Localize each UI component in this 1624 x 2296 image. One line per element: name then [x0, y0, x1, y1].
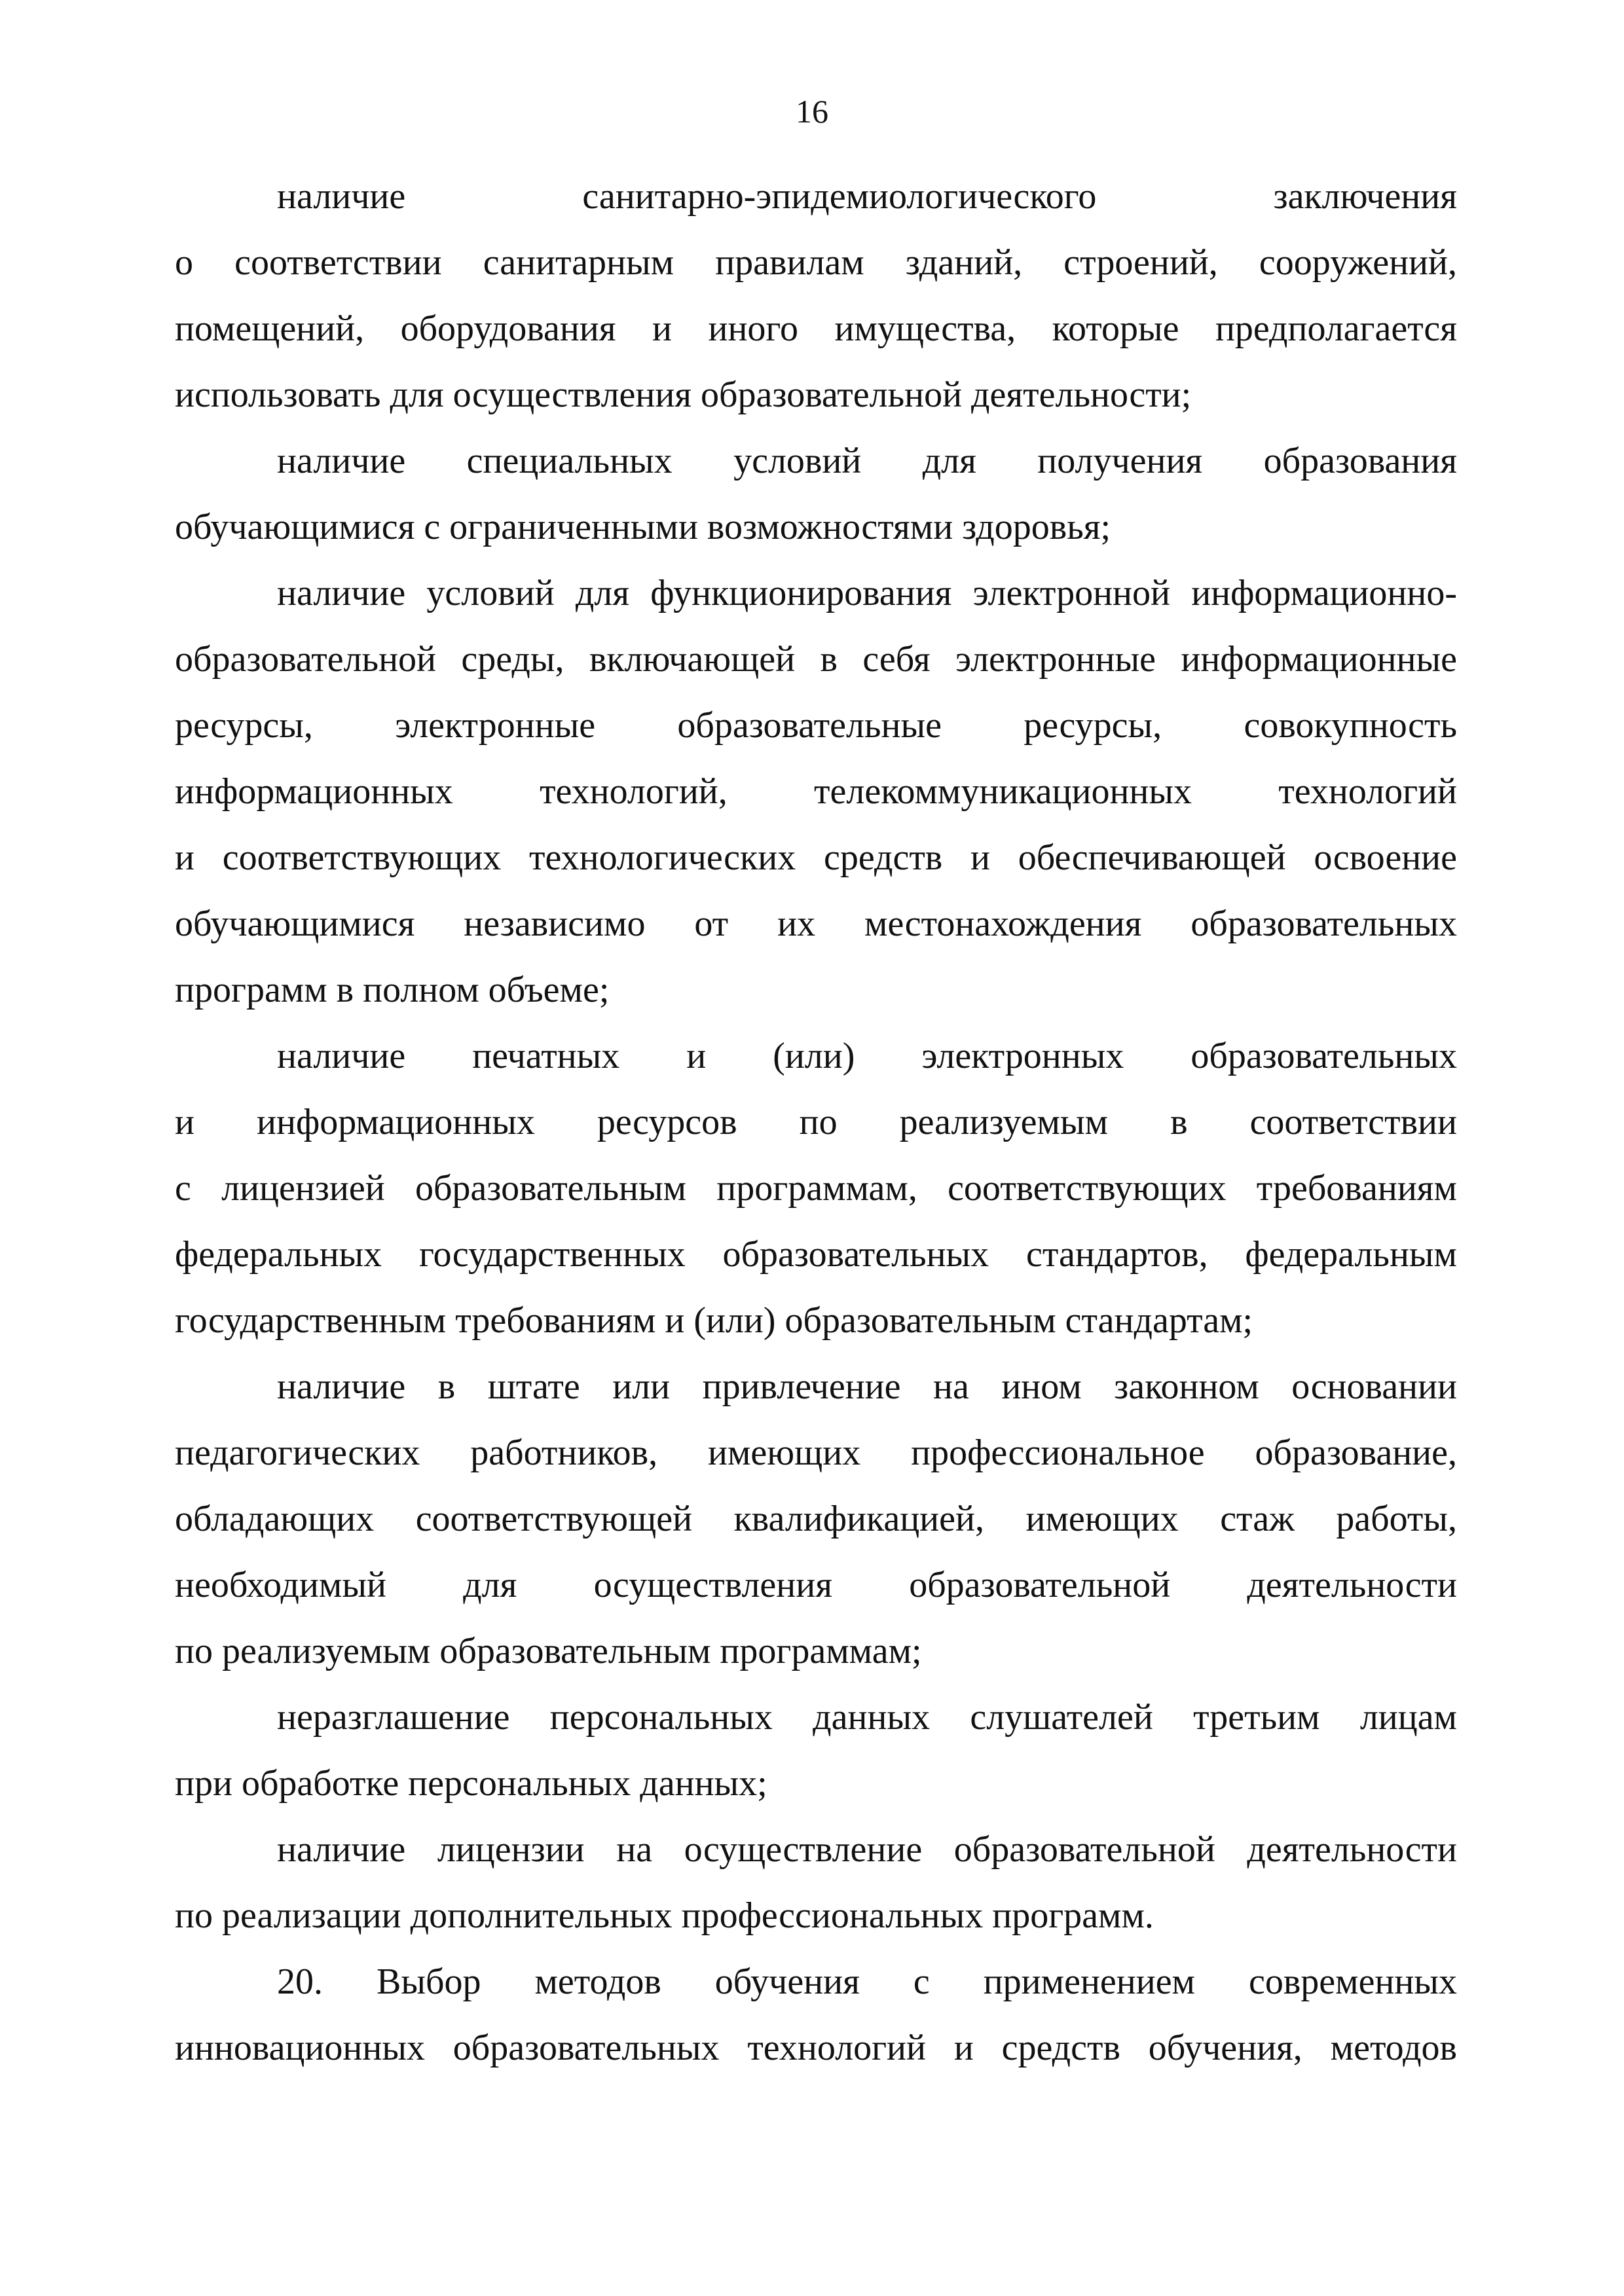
paragraph-data-privacy [175, 1694, 1457, 1827]
paragraph-license [175, 1827, 1457, 1959]
paragraph-line: 20. Выбор методов обучения с применением современных [277, 1961, 1457, 2002]
paragraph-line: при обработке персональных данных; [175, 1763, 767, 1804]
paragraph-line: государственным требованиям и (или) образовательным стандартам; [175, 1300, 1253, 1341]
paragraph-electronic-environment [175, 570, 1457, 1033]
paragraph-line: использовать для осуществления образовательной деятельности; [175, 374, 1192, 415]
paragraph-item-20 [175, 1959, 1457, 2091]
paragraph-line: наличие печатных и (или) электронных образовательных [277, 1036, 1457, 1076]
paragraph-line: обучающимися с ограниченными возможностями здоровья; [175, 507, 1111, 547]
paragraph-line: помещений, оборудования и иного имущества, которые предполагается [175, 308, 1457, 349]
paragraph-line: по реализации дополнительных профессиональных программ. [175, 1895, 1154, 1936]
paragraph-teaching-staff [175, 1364, 1457, 1694]
paragraph-line: наличие санитарно-эпидемиологического заключения [277, 176, 1457, 217]
paragraph-line: по реализуемым образовательным программам; [175, 1631, 922, 1671]
paragraph-line: наличие в штате или привлечение на ином законном основании [277, 1366, 1457, 1407]
document-body [175, 173, 1457, 2091]
paragraph-line: с лицензией образовательным программам, соответствующих требованиям [175, 1168, 1457, 1209]
paragraph-sanitary-conclusion [175, 173, 1457, 438]
paragraph-line: федеральных государственных образовательных стандартов, федеральным [175, 1234, 1457, 1275]
paragraph-line: инновационных образовательных технологий и средств обучения, методов [175, 2028, 1457, 2068]
paragraph-line: программ в полном объеме; [175, 970, 610, 1010]
paragraph-line: необходимый для осуществления образовательной деятельности [175, 1565, 1457, 1605]
paragraph-line: о соответствии санитарным правилам зданий, строений, сооружений, [175, 242, 1457, 283]
paragraph-line: и информационных ресурсов по реализуемым в соответствии [175, 1102, 1457, 1142]
paragraph-line: ресурсы, электронные образовательные ресурсы, совокупность [175, 705, 1457, 746]
page-number: 16 [796, 93, 828, 130]
paragraph-special-conditions [175, 438, 1457, 570]
paragraph-line: обучающимися независимо от их местонахождения образовательных [175, 903, 1457, 944]
paragraph-line: наличие лицензии на осуществление образовательной деятельности [277, 1829, 1457, 1870]
paragraph-line: педагогических работников, имеющих профессиональное образование, [175, 1432, 1457, 1473]
paragraph-line: образовательной среды, включающей в себя электронные информационные [175, 639, 1457, 680]
paragraph-printed-resources [175, 1033, 1457, 1364]
paragraph-line: неразглашение персональных данных слушателей третьим лицам [277, 1697, 1457, 1738]
paragraph-line: наличие специальных условий для получения образования [277, 441, 1457, 481]
paragraph-line: информационных технологий, телекоммуникационных технологий [175, 771, 1457, 812]
paragraph-line: обладающих соответствующей квалификацией, имеющих стаж работы, [175, 1499, 1457, 1539]
paragraph-line: и соответствующих технологических средств и обеспечивающей освоение [175, 837, 1457, 878]
paragraph-line: наличие условий для функционирования электронной информационно- [277, 573, 1457, 613]
